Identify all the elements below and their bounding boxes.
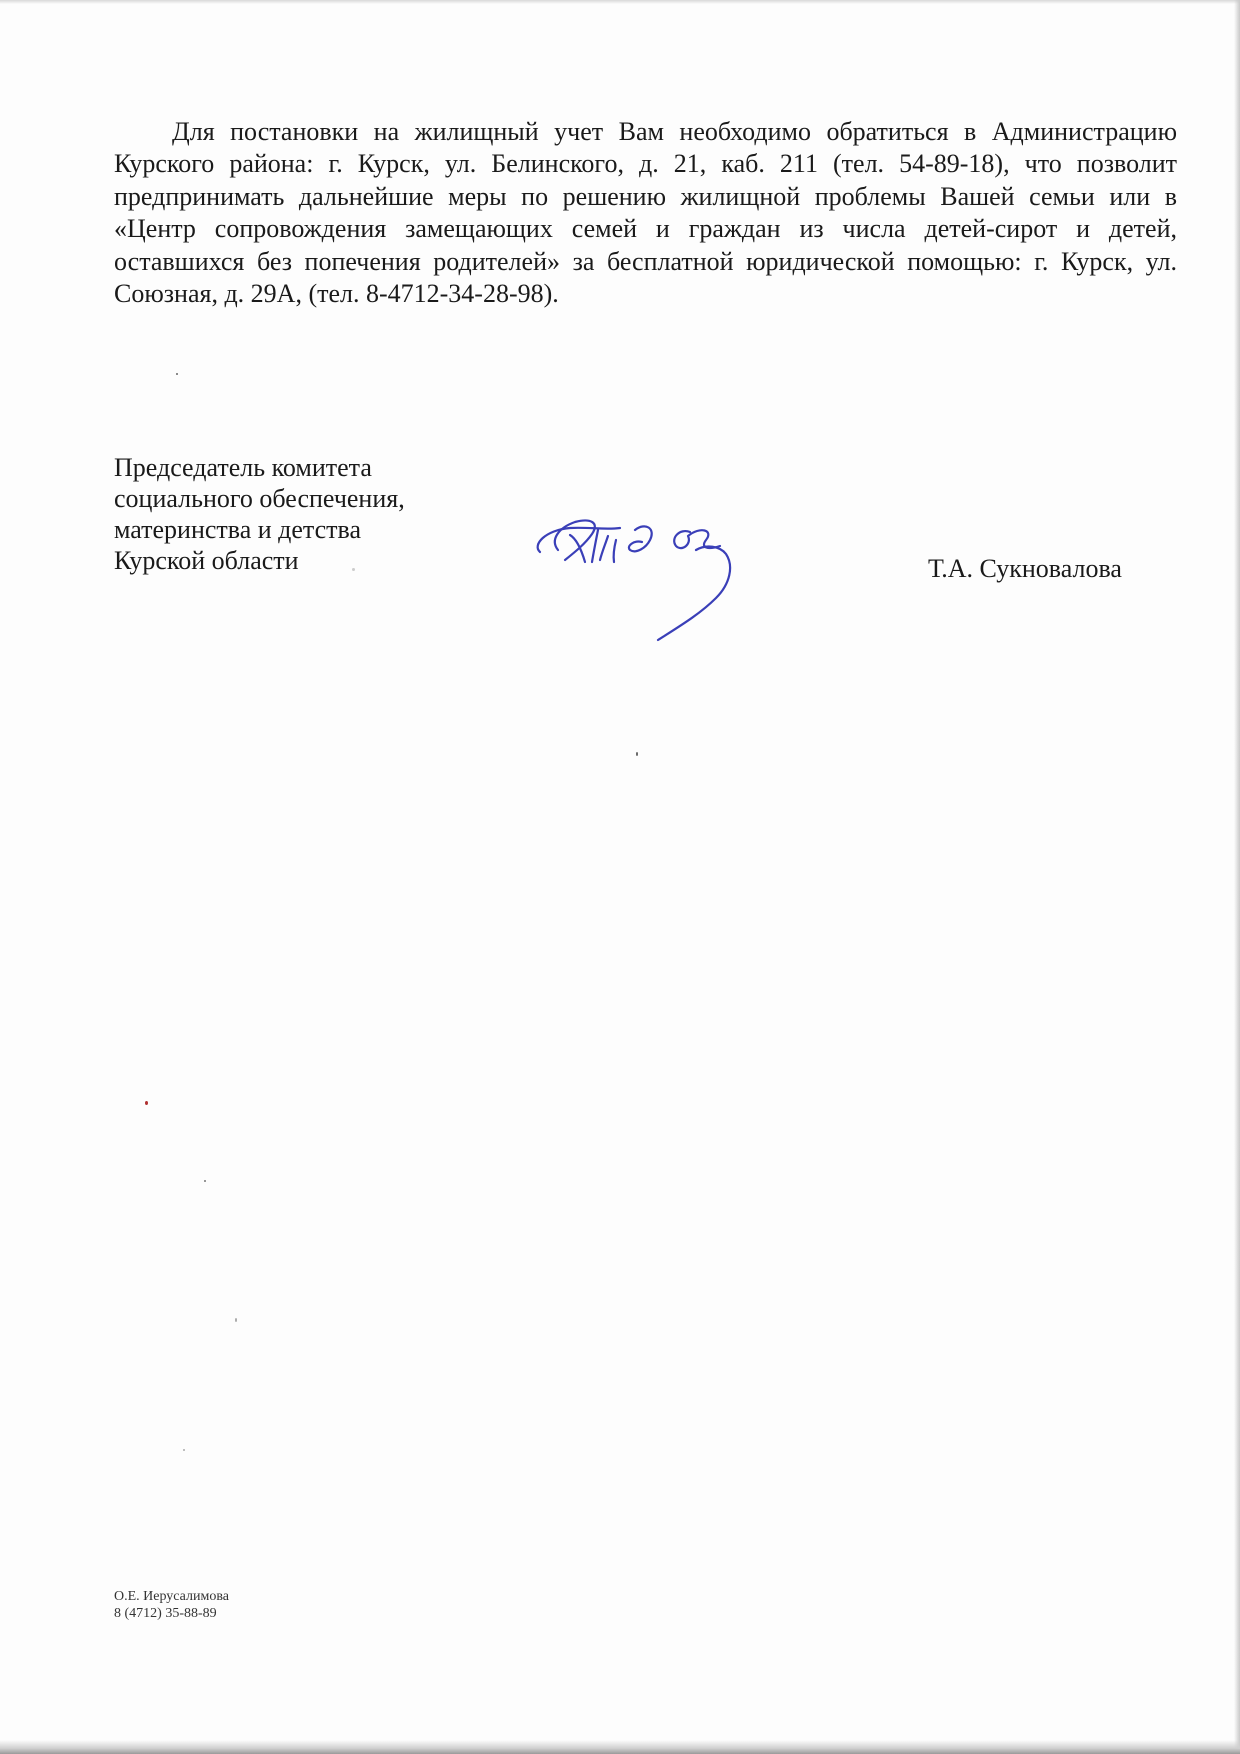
scan-speck: [204, 1180, 206, 1182]
scan-speck: [636, 752, 638, 756]
executor-info: [114, 1588, 229, 1622]
handwritten-signature: [530, 500, 790, 660]
scan-speck: [145, 1101, 148, 1105]
scan-bottom-edge: [0, 1740, 1240, 1754]
signer-name: Т.А. Сукновалова: [928, 554, 1122, 583]
position-line: Председатель комитета: [114, 453, 372, 482]
signatory-position: [114, 452, 405, 576]
position-line: Курской области: [114, 546, 299, 575]
scan-speck: [352, 568, 355, 571]
executor-name: О.Е. Иерусалимова: [114, 1589, 230, 1604]
scan-speck: [176, 373, 178, 375]
scan-right-edge: [1234, 0, 1240, 1754]
scan-speck: [183, 1449, 185, 1451]
executor-phone: 8 (4712) 35-88-89: [114, 1606, 217, 1621]
letter-body-paragraph: Для постановки на жилищный учет Вам необходимо обратиться в Администрацию Курского района: г. Курск, ул. Белинского, д. 21, каб. 211 (тел. 54-89-18), что позволит предпринимать дальнейшие меры по решению жилищной проблемы Вашей семьи или в «Центр сопровождения замещающих семей и граждан из числа детей-сирот и детей, оставшихся без попечения родителей» за бесплатной юридической помощью: г. Курск, ул. Союзная, д. 29А, (тел. 8-4712-34-28-98).: [114, 117, 1177, 309]
position-line: материнства и детства: [114, 515, 361, 544]
position-line: социального обеспечения,: [114, 484, 405, 513]
scan-speck: [235, 1318, 237, 1322]
scan-top-shadow: [0, 0, 1240, 4]
